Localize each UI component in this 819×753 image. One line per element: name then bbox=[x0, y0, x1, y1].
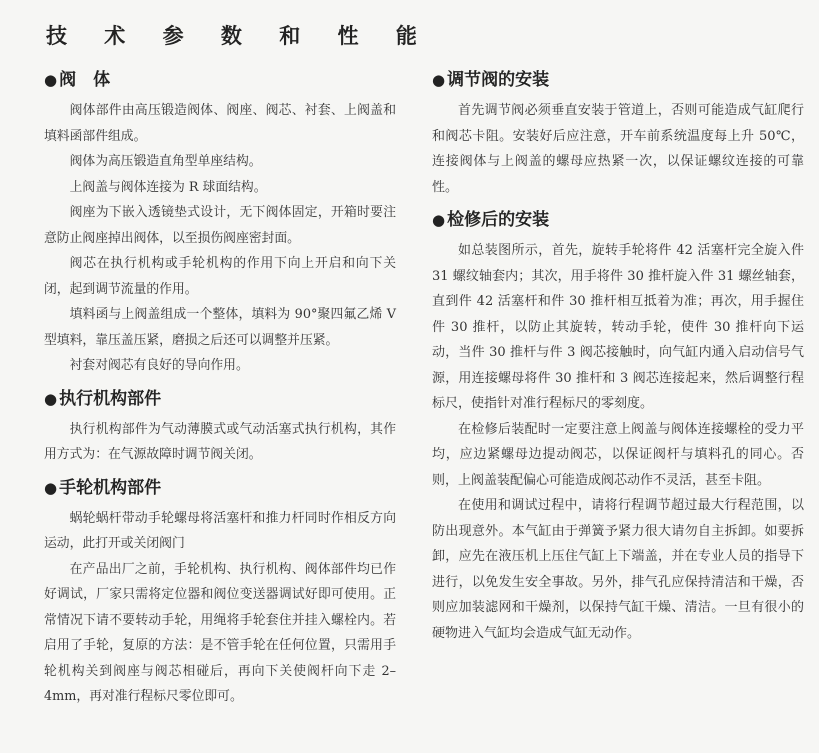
bullet-icon: ● bbox=[44, 478, 58, 497]
paragraph: 在产品出厂之前，手轮机构、执行机构、阀体部件均已作好调试，厂家只需将定位器和阀位变送器调试好即可使用。正常情况下请不要转动手轮，用绳将手轮套住并挂入螺栓内。若启用了手轮，复原的方法：是不管手轮在任何位置，只需用手轮机构关到阀座与阀芯相碰后，再向下关使阀杆向下走 2–4mm，再对准行程标尺零位即可。 bbox=[44, 561, 396, 704]
bullet-icon: ● bbox=[432, 71, 446, 89]
paragraph: 衬套对阀芯有良好的导向作用。 bbox=[69, 358, 249, 373]
section-installation bbox=[432, 66, 804, 200]
paragraph: 填料函与上阀盖组成一个整体，填料为 90°聚四氟乙烯 V 型填料，靠压盖压紧，磨损之后还可以调整并压紧。 bbox=[44, 307, 396, 348]
section-handwheel bbox=[44, 474, 396, 710]
paragraph: 蜗轮蜗杆带动手轮螺母将活塞杆和推力杆同时作相反方向运动，此打开或关闭阀门 bbox=[44, 510, 396, 551]
paragraph: 阀座为下嵌入透镜垫式设计，无下阀体固定，开箱时要注意防止阀座掉出阀体，以至损伤阀座密封面。 bbox=[44, 205, 396, 246]
paragraph: 如总装图所示，首先，旋转手轮将件 42 活塞杆完全旋入件 31 螺纹轴套内；其次，用手将件 30 推杆旋入件 31 螺丝轴套，直到件 42 活塞杆和件 30 推杆相互抵着为准；再次，用手握住件 30 推杆，以防止其旋转，转动手轮，使件 30 推杆向下运动，当件 30 推杆与件 3 阀芯接触时，向气缸内通入启动信号气源，用连接螺母将件 30 推杆和 3 阀芯连接起来，然后调整行程标尺，使指针对准行程标尺的零刻度。 bbox=[432, 243, 804, 411]
bullet-icon: ● bbox=[44, 389, 58, 408]
paragraph: 在检修后装配时一定要注意上阀盖与阀体连接螺栓的受力平均，应边紧螺母边提动阀芯，以保证阀杆与填料孔的同心。否则，上阀盖装配偏心可能造成阀芯动作不灵活，甚至卡阻。 bbox=[432, 421, 804, 488]
right-column bbox=[432, 66, 804, 646]
paragraph: 首先调节阀必须垂直安装于管道上，否则可能造成气缸爬行和阀芯卡阻。安装好后应注意，开车前系统温度每上升 50℃，连接阀体与上阀盖的螺母应热紧一次，以保证螺纹连接的可靠性。 bbox=[432, 103, 804, 195]
paragraph: 阀体为高压锻造直角型单座结构。 bbox=[69, 154, 262, 169]
paragraph: 上阀盖与阀体连接为 R 球面结构。 bbox=[69, 179, 267, 195]
paragraph: 执行机构部件为气动薄膜式或气动活塞式执行机构，其作用方式为：在气源故障时调节阀关闭。 bbox=[44, 421, 396, 462]
paragraph: 在使用和调试过程中，请将行程调节超过最大行程范围，以防出现意外。本气缸由于弹簧予紧力很大请勿自主拆卸。如要拆卸，应先在液压机上压住气缸上下端盖，并在专业人员的指导下进行，以免发生安全事故。另外，排气孔应保持清洁和干燥，否则应加装滤网和干燥剂，以保持气缸干燥、清洁。一旦有很小的硬物进入气缸均会造成气缸无动作。 bbox=[432, 498, 804, 641]
bullet-icon: ● bbox=[432, 211, 446, 229]
paragraph: 阀体部件由高压锻造阀体、阀座、阀芯、衬套、上阀盖和填料函部件组成。 bbox=[44, 103, 396, 144]
section-heading: ● 阀 体 bbox=[44, 70, 111, 90]
section-actuator bbox=[44, 385, 396, 468]
paragraph: 阀芯在执行机构或手轮机构的作用下向上开启和向下关闭，起到调节流量的作用。 bbox=[44, 256, 396, 297]
left-column bbox=[44, 66, 396, 710]
section-heading: ● 调节阀的安装 bbox=[432, 70, 550, 90]
section-valve-body bbox=[44, 66, 396, 379]
section-post-repair bbox=[432, 206, 804, 646]
section-heading: ● 手轮机构部件 bbox=[44, 477, 162, 498]
bullet-icon: ● bbox=[44, 71, 58, 89]
page-title: 技 术 参 数 和 性 能 bbox=[46, 24, 432, 48]
section-heading: ● 执行机构部件 bbox=[44, 388, 162, 409]
section-heading: ● 检修后的安装 bbox=[432, 210, 550, 230]
